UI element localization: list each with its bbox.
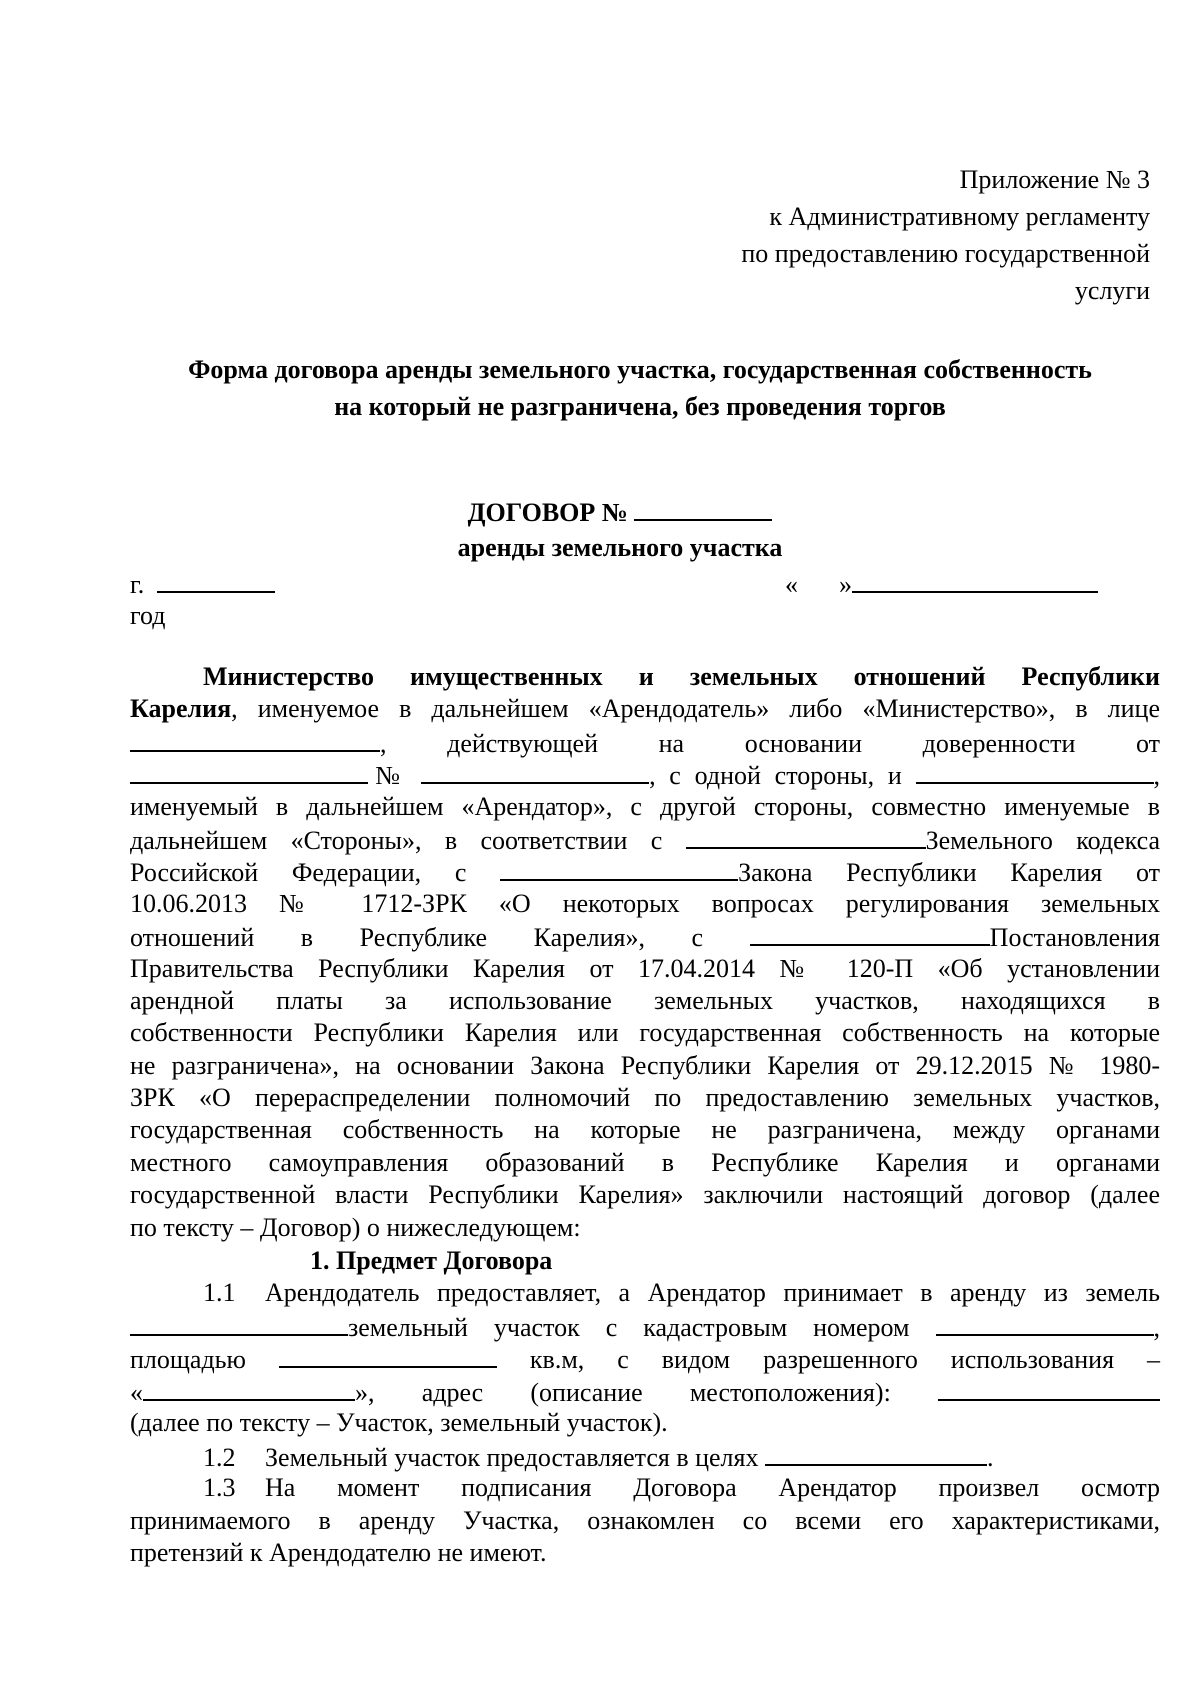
form-title bbox=[120, 353, 1160, 427]
poa-date-blank bbox=[130, 758, 368, 784]
open-quote: « bbox=[130, 1377, 143, 1407]
preamble-line: государственной власти Республики Карелия» заключили настоящий договор (далее bbox=[130, 1180, 1160, 1210]
appendix-ref: к Административному регламенту bbox=[769, 202, 1150, 231]
preamble-line: не разграничена», на основании Закона Республики Карелия от 29.12.2015 № 1980- bbox=[130, 1050, 1160, 1080]
clause-1-1-line bbox=[130, 1375, 1160, 1408]
preamble-line: Правительства Республики Карелия от 17.04.2014 № 120-П «Об установлении bbox=[130, 953, 1160, 983]
clause-1-3-line: претензий к Арендодателю не имеют. bbox=[130, 1538, 547, 1567]
preamble bbox=[130, 661, 1160, 1244]
preamble-line: 10.06.2013 № 1712-ЗРК «О некоторых вопросах регулирования земельных bbox=[130, 888, 1160, 918]
city-prefix: г. bbox=[130, 570, 145, 599]
comma: , bbox=[380, 728, 387, 758]
preamble-text: Земельного кодекса bbox=[925, 825, 1160, 855]
clause-number: 1.1 bbox=[203, 1278, 236, 1307]
preamble-text: , с одной стороны, и bbox=[649, 761, 902, 791]
land-code-article-blank bbox=[686, 823, 926, 849]
purpose-blank bbox=[765, 1440, 987, 1466]
city-blank bbox=[157, 567, 275, 593]
contract-title-text: ДОГОВОР № bbox=[467, 498, 628, 527]
preamble-text: Российской Федерации, с bbox=[130, 858, 467, 888]
contract-subtitle: аренды земельного участка bbox=[457, 533, 783, 562]
representative-blank bbox=[130, 726, 380, 752]
preamble-text: Постановления bbox=[989, 923, 1161, 953]
period: . bbox=[987, 1442, 994, 1472]
clause-number: 1.3 bbox=[203, 1473, 236, 1502]
preamble-line bbox=[130, 726, 1160, 758]
preamble-text: дальнейшем «Стороны», в соответствии с bbox=[130, 825, 663, 855]
clause-1-2-line bbox=[130, 1440, 1160, 1473]
date-blank bbox=[852, 567, 1098, 593]
year-label: год bbox=[130, 601, 166, 630]
clause-1-3-line: принимаемого в аренду Участка, ознакомлен со всеми его характеристиками, bbox=[130, 1505, 1160, 1535]
clause-text: площадью bbox=[130, 1345, 246, 1374]
preamble-text: действующей на основании доверенности от bbox=[447, 728, 1160, 758]
area-blank bbox=[279, 1342, 497, 1368]
preamble-line: местного самоуправления образований в Республике Карелия и органами bbox=[130, 1147, 1160, 1177]
preamble-text: отношений в Республике Карелия», с bbox=[130, 923, 704, 953]
address-blank bbox=[938, 1375, 1160, 1401]
contract-number-line bbox=[340, 495, 900, 530]
number-sign: № bbox=[368, 761, 408, 791]
comma: , bbox=[1153, 1312, 1160, 1342]
appendix-ref-end: услуги bbox=[1074, 276, 1150, 305]
preamble-line bbox=[130, 855, 1160, 887]
appendix-ref-cont: по предоставлению государственной bbox=[741, 239, 1150, 268]
preamble-line bbox=[130, 758, 1160, 790]
clause-1-1-line bbox=[130, 1277, 1160, 1310]
clause-number: 1.2 bbox=[203, 1442, 236, 1472]
preamble-line: по тексту – Договор) о нижеследующем: bbox=[130, 1212, 581, 1242]
city-line bbox=[130, 567, 275, 601]
date-close-quote: » bbox=[839, 570, 852, 599]
preamble-text: Закона Республики Карелия от bbox=[738, 858, 1160, 888]
poa-number-blank bbox=[421, 758, 649, 784]
date-open-quote: « bbox=[785, 570, 798, 599]
resolution-article-blank bbox=[750, 920, 990, 946]
preamble-line bbox=[130, 693, 1160, 725]
clause-text: Арендодатель предоставляет, а Арендатор принимает в аренду из земель bbox=[265, 1278, 1160, 1307]
preamble-text: , именуемое в дальнейшем «Арендодатель» либо «Министерство», в лице bbox=[231, 694, 1160, 724]
tenant-blank bbox=[916, 758, 1154, 784]
clause-text: кв.м, с видом разрешенного использования – bbox=[529, 1345, 1160, 1374]
permitted-use-blank bbox=[143, 1375, 355, 1401]
section-heading: 1. Предмет Договора bbox=[310, 1246, 553, 1275]
land-category-blank bbox=[130, 1310, 348, 1336]
clause-1-1-line: (далее по тексту – Участок, земельный участок). bbox=[130, 1408, 668, 1437]
ministry-name: Карелия bbox=[130, 694, 232, 724]
preamble-line: Министерство имущественных и земельных отношений Республики bbox=[203, 662, 1160, 691]
form-title-line: Форма договора аренды земельного участка, государственная собственность bbox=[188, 355, 1092, 384]
clause-text: », адрес (описание местоположения): bbox=[355, 1377, 891, 1407]
comma: , bbox=[1153, 761, 1161, 791]
preamble-line: ЗРК «О перераспределении полномочий по предоставлению земельных участков, bbox=[130, 1083, 1160, 1113]
form-title-line: на который не разграничена, без проведения торгов bbox=[334, 392, 946, 421]
preamble-line bbox=[130, 920, 1160, 952]
clause-1-1-line bbox=[130, 1342, 1160, 1375]
preamble-line bbox=[130, 823, 1160, 855]
preamble-line: арендной платы за использование земельных участков, находящихся в bbox=[130, 985, 1160, 1015]
date-line bbox=[785, 567, 1098, 601]
clause-text: Земельный участок предоставляется в целях bbox=[265, 1442, 759, 1472]
contract-number-blank bbox=[634, 495, 772, 521]
clause-text: На момент подписания Договора Арендатор произвел осмотр bbox=[265, 1473, 1160, 1502]
appendix-block bbox=[600, 163, 1150, 311]
cadastral-number-blank bbox=[936, 1310, 1154, 1336]
clause-text: земельный участок с кадастровым номером bbox=[348, 1312, 910, 1342]
clause-1-3-line bbox=[130, 1472, 1160, 1505]
appendix-number: Приложение № 3 bbox=[959, 165, 1150, 194]
clause-1-1-line bbox=[130, 1310, 1160, 1343]
law-article-blank bbox=[500, 855, 738, 881]
contract-title bbox=[340, 495, 900, 565]
preamble-line: именуемый в дальнейшем «Арендатор», с другой стороны, совместно именуемые в bbox=[130, 791, 1160, 821]
section-1-body bbox=[130, 1277, 1160, 1570]
preamble-line: собственности Республики Карелия или государственная собственность на которые bbox=[130, 1018, 1160, 1048]
preamble-line: государственная собственность на которые не разграничена, между органами bbox=[130, 1115, 1160, 1145]
